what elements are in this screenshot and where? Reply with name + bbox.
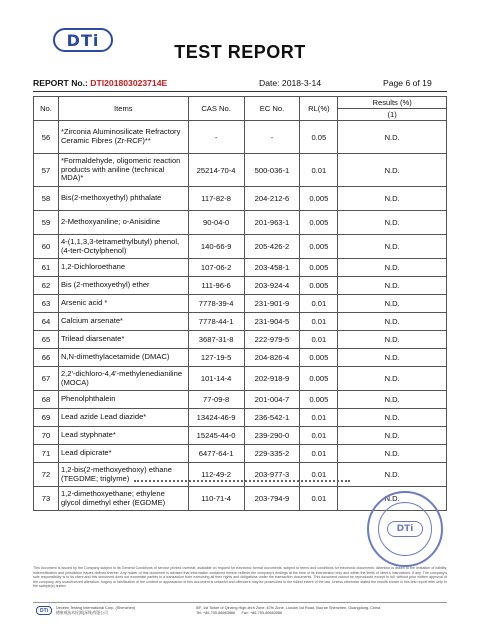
cell-no: 60 [34, 235, 59, 259]
cell-ec: 231-901-9 [244, 295, 300, 313]
cell-no: 67 [34, 367, 59, 391]
page-title: TEST REPORT [174, 42, 306, 62]
cell-ec: 203-924-4 [244, 277, 300, 295]
footer-divider [33, 602, 447, 603]
cell-no: 63 [34, 295, 59, 313]
cell-cas: 101-14-4 [188, 367, 244, 391]
cell-item: Phenolphthalein [58, 391, 188, 409]
cell-ec: 202-918-9 [244, 367, 300, 391]
cell-ec: 204-212-6 [244, 187, 300, 211]
header-cas: CAS No. [188, 97, 244, 121]
end-of-table-marker [134, 480, 350, 483]
report-number-label: REPORT No.: [33, 78, 88, 88]
table-row [34, 211, 447, 235]
cell-item: N,N-dimethylacetamide (DMAC) [58, 349, 188, 367]
table-row [34, 187, 447, 211]
cell-no: 57 [34, 154, 59, 187]
cell-rl: 0.01 [300, 154, 338, 187]
table-row [34, 349, 447, 367]
cell-ec: 231-904-5 [244, 313, 300, 331]
cell-ec: 205-426-2 [244, 235, 300, 259]
report-number-line [33, 78, 167, 88]
cell-rl: 0.05 [300, 121, 338, 154]
header-results: Results (%) [338, 97, 447, 109]
cell-ec: 239-290-0 [244, 427, 300, 445]
cell-cas: 107-06-2 [188, 259, 244, 277]
table-row [34, 121, 447, 154]
cell-ec: - [244, 121, 300, 154]
cell-cas: 110-71-4 [188, 487, 244, 511]
footer-company-name-cn: 德康威技术检测(深圳)有限公司 [56, 611, 108, 615]
cell-cas: 77-09-8 [188, 391, 244, 409]
cell-no: 68 [34, 391, 59, 409]
cell-rl: 0.01 [300, 331, 338, 349]
footer-fax: Fax: +86-755-86663086 [241, 611, 283, 615]
cell-ec: 203-977-3 [244, 463, 300, 487]
table-row [34, 331, 447, 349]
dti-logo: DTi [53, 28, 113, 52]
cell-item: Arsenic acid * [58, 295, 188, 313]
header-items: Items [58, 97, 188, 121]
cell-result: N.D. [338, 211, 447, 235]
table-row [34, 313, 447, 331]
table-row [34, 367, 447, 391]
cell-cas: 112-49-2 [188, 463, 244, 487]
cell-item: Bis (2-methoxyethyl) ether [58, 277, 188, 295]
cell-rl: 0.005 [300, 277, 338, 295]
cell-result: N.D. [338, 391, 447, 409]
cell-ec: 500-036-1 [244, 154, 300, 187]
cell-result: N.D. [338, 295, 447, 313]
cell-no: 59 [34, 211, 59, 235]
table-row [34, 391, 447, 409]
cell-result: N.D. [338, 349, 447, 367]
cell-rl: 0.005 [300, 391, 338, 409]
cell-ec: 229-335-2 [244, 445, 300, 463]
cell-item: 2-Methoxyaniline; o-Anisidine [58, 211, 188, 235]
cell-ec: 201-004-7 [244, 391, 300, 409]
header-rl: RL(%) [300, 97, 338, 121]
cell-rl: 0.01 [300, 427, 338, 445]
cell-ec: 203-794-9 [244, 487, 300, 511]
cell-item: *Formaldehyde, oligomeric reaction products with aniline (technical MDA)* [58, 154, 188, 187]
footer-address-line: 5/F, 1st Tower of Qinxing High-tech Zone, 67th Zone, Liuxian 1st Road, Bao'an Shenzhen, Guangdong, China [196, 606, 381, 610]
cell-item: Lead styphnate* [58, 427, 188, 445]
cell-item: Lead dipicrate* [58, 445, 188, 463]
cell-no: 70 [34, 427, 59, 445]
header-results-sub: (1) [338, 109, 447, 121]
cell-rl: 0.005 [300, 367, 338, 391]
cell-cas: 3687-31-8 [188, 331, 244, 349]
cell-no: 56 [34, 121, 59, 154]
cell-item: *Zirconia Aluminosilicate Refractory Ceramic Fibres (Zr-RCF)** [58, 121, 188, 154]
header-ec: EC No. [244, 97, 300, 121]
cell-ec: 203-458-1 [244, 259, 300, 277]
cell-no: 64 [34, 313, 59, 331]
seal-logo: DTi [387, 521, 423, 537]
cell-cas: - [188, 121, 244, 154]
cell-cas: 90-04-0 [188, 211, 244, 235]
cell-ec: 222-979-5 [244, 331, 300, 349]
footer-logo: DTi [36, 606, 52, 615]
cell-rl: 0.005 [300, 349, 338, 367]
cell-ec: 204-826-4 [244, 349, 300, 367]
cell-ec: 236-542-1 [244, 409, 300, 427]
cell-cas: 25214-70-4 [188, 154, 244, 187]
cell-no: 62 [34, 277, 59, 295]
cell-no: 72 [34, 463, 59, 487]
cell-result: N.D. [338, 121, 447, 154]
cell-result: N.D. [338, 445, 447, 463]
cell-result: N.D. [338, 367, 447, 391]
cell-rl: 0.005 [300, 235, 338, 259]
cell-no: 66 [34, 349, 59, 367]
page-indicator: Page 6 of 19 [383, 78, 432, 88]
report-number: DTI201803023714E [90, 78, 168, 88]
cell-cas: 7778-39-4 [188, 295, 244, 313]
table-row [34, 259, 447, 277]
cell-no: 71 [34, 445, 59, 463]
table-row [34, 154, 447, 187]
footer-company-name: Dexeen Testing International Corp. (Shenzhen) [56, 606, 136, 610]
cell-item: Bis(2-methoxyethyl) phthalate [58, 187, 188, 211]
cell-rl: 0.01 [300, 463, 338, 487]
results-table [33, 96, 447, 511]
cell-rl: 0.01 [300, 487, 338, 511]
cell-rl: 0.005 [300, 187, 338, 211]
seal-inner-ring [378, 502, 432, 556]
table-row [34, 235, 447, 259]
cell-rl: 0.005 [300, 259, 338, 277]
cell-no: 73 [34, 487, 59, 511]
cell-cas: 140-66-9 [188, 235, 244, 259]
table-row [34, 409, 447, 427]
header-no: No. [34, 97, 59, 121]
cell-no: 58 [34, 187, 59, 211]
cell-item: Trilead diarsenate* [58, 331, 188, 349]
cell-item: 2,2'-dichloro-4,4'-methylenedianiline (MOCA) [58, 367, 188, 391]
cell-no: 69 [34, 409, 59, 427]
cell-rl: 0.01 [300, 313, 338, 331]
footer-address [196, 606, 380, 616]
cell-ec: 201-963-1 [244, 211, 300, 235]
footer-company [56, 606, 135, 616]
cell-no: 61 [34, 259, 59, 277]
table-row [34, 445, 447, 463]
cell-cas: 13424-46-9 [188, 409, 244, 427]
table-row [34, 277, 447, 295]
table-row [34, 295, 447, 313]
results-table-body [34, 121, 447, 511]
cell-item: 1,2-Dichloroethane [58, 259, 188, 277]
cell-no: 65 [34, 331, 59, 349]
cell-result: N.D. [338, 154, 447, 187]
cell-result: N.D. [338, 277, 447, 295]
cell-item: 1,2-dimethoxyethane; ethylene glycol dimethyl ether (EGDME) [58, 487, 188, 511]
cell-result: N.D. [338, 259, 447, 277]
header-divider [33, 91, 447, 92]
cell-result: N.D. [338, 313, 447, 331]
cell-item: Calcium arsenate* [58, 313, 188, 331]
cell-result: N.D. [338, 487, 447, 511]
cell-rl: 0.01 [300, 445, 338, 463]
cell-cas: 6477-64-1 [188, 445, 244, 463]
cell-result: N.D. [338, 427, 447, 445]
table-row [34, 427, 447, 445]
cell-item: Lead azide Lead diazide* [58, 409, 188, 427]
cell-result: N.D. [338, 331, 447, 349]
cell-result: N.D. [338, 187, 447, 211]
cell-cas: 7778-44-1 [188, 313, 244, 331]
footer-contact [196, 611, 380, 616]
cell-rl: 0.01 [300, 295, 338, 313]
footer-tel: Tel: +86-755-86663886 [196, 611, 236, 615]
cell-cas: 117-82-8 [188, 187, 244, 211]
cell-rl: 0.005 [300, 211, 338, 235]
disclaimer-text: This document is issued by the Company subject to its General Conditions of service printed overleaf, available on request for electronic format documents, subject to terms and conditions for electronic documents. Attention is drawn to the limitation of liability, indemnification and jurisdiction issues defined therein. Any holder of this document is advised that information contained hereon reflects the company's findings at the time of its intervention only and within the limits of client's instructions, if any. The company's sole responsibility is to its client and this document does not exonerate parties to a transaction from exercising all their rights and obligations under the transaction documents. This document cannot be reproduced except in full, without prior written approval of the company, any unauthorized alteration, forgery or falsification of the content or appearance of this document is unlawful and offenders may be prosecuted to the fullest extent of the law. Unless otherwise stated the results shown in this test report refer only to the sample(s) tested. [33, 566, 447, 589]
company-seal [367, 491, 443, 567]
cell-result: N.D. [338, 235, 447, 259]
cell-cas: 15245-44-0 [188, 427, 244, 445]
cell-rl: 0.01 [300, 409, 338, 427]
report-date: Date: 2018-3-14 [259, 78, 322, 88]
cell-cas: 127-19-5 [188, 349, 244, 367]
cell-item: 4-(1,1,3,3-tetramethylbutyl) phenol, (4-tert-Octylphenol) [58, 235, 188, 259]
cell-cas: 111-96-6 [188, 277, 244, 295]
cell-item: 1,2-bis(2-methoxyethoxy) ethane (TEGDME; triglyme) [58, 463, 188, 487]
cell-result: N.D. [338, 409, 447, 427]
cell-result: N.D. [338, 463, 447, 487]
